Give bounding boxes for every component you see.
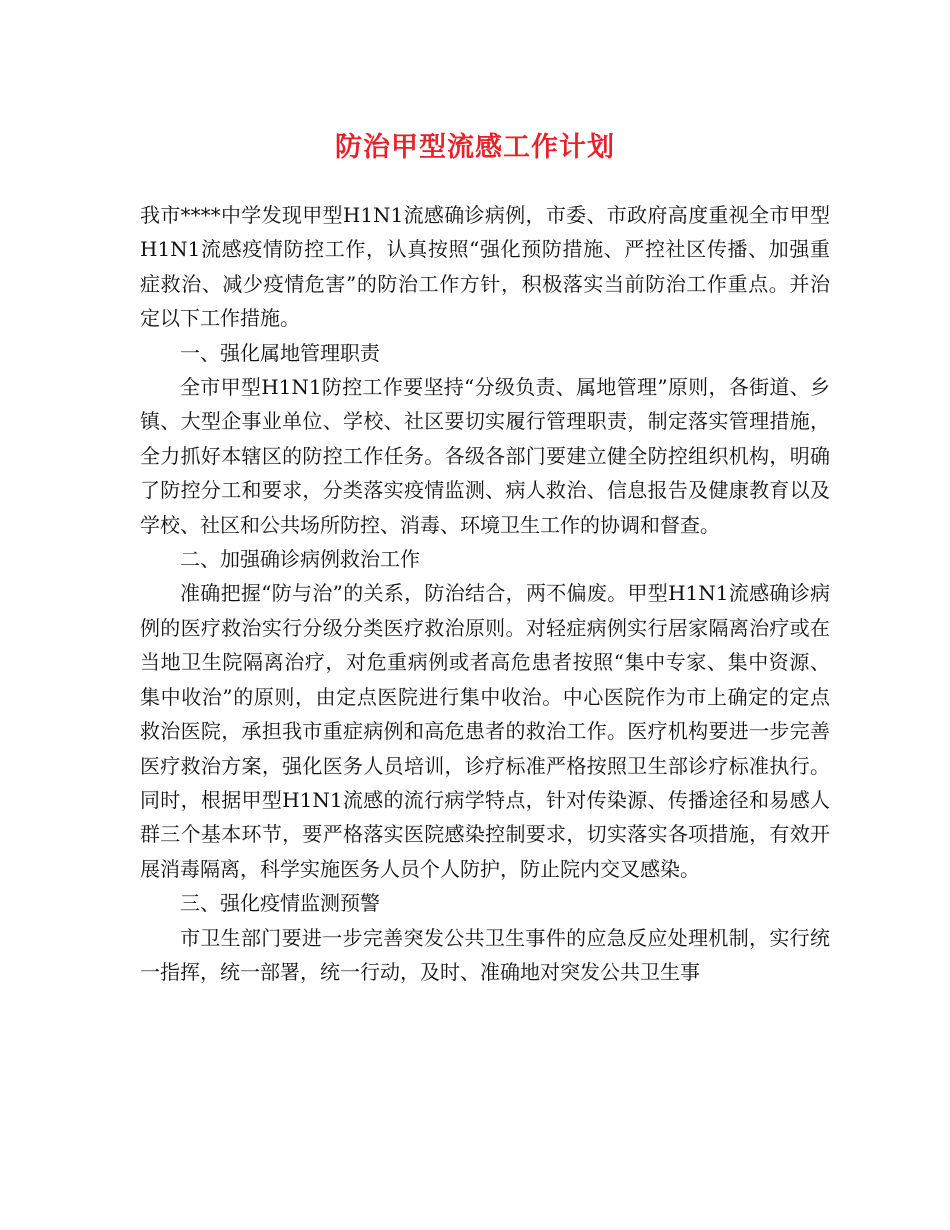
- section-paragraph-1: 全市甲型H1N1防控工作要坚持“分级负责、属地管理”原则，各街道、乡镇、大型企事业单位、学校、社区要切实履行管理职责，制定落实管理措施，全力抓好本辖区的防控工作任务。各级各部门要建立健全防控组织机构，明确了防控分工和要求，分类落实疫情监测、病人救治、信息报告及健康教育以及学校、社区和公共场所防控、消毒、环境卫生工作的协调和督查。: [140, 375, 830, 537]
- section-paragraph-2: 准确把握“防与治”的关系，防治结合，两不偏废。甲型H1N1流感确诊病例的医疗救治实行分级分类医疗救治原则。对轻症病例实行居家隔离治疗或在当地卫生院隔离治疗，对危重病例或者高危患者按照“集中专家、集中资源、集中收治”的原则，由定点医院进行集中收治。中心医院作为市上确定的定点救治医院，承担我市重症病例和高危患者的救治工作。医疗机构要进一步完善医疗救治方案，强化医务人员培训，诊疗标准严格按照卫生部诊疗标准执行。同时，根据甲型H1N1流感的流行病学特点，针对传染源、传播途径和易感人群三个基本环节，要严格落实医院感染控制要求，切实落实各项措施，有效开展消毒隔离，科学实施医务人员个人防护，防止院内交叉感染。: [140, 581, 830, 881]
- section-paragraph-3: 市卫生部门要进一步完善突发公共卫生事件的应急反应处理机制，实行统一指挥，统一部署，统一行动，及时、准确地对突发公共卫生事: [140, 925, 830, 984]
- document-body: [140, 198, 830, 989]
- document-title: 防治甲型流感工作计划: [335, 132, 615, 163]
- section-heading-2: 二、加强确诊病例救治工作: [180, 547, 420, 572]
- section-heading-1: 一、强化属地管理职责: [180, 340, 380, 365]
- section-heading-3: 三、强化疫情监测预警: [180, 891, 380, 916]
- intro-paragraph: 我市****中学发现甲型H1N1流感确诊病例，市委、市政府高度重视全市甲型H1N1流感疫情防控工作，认真按照“强化预防措施、严控社区传播、加强重症救治、减少疫情危害”的防治工作方针，积极落实当前防治工作重点。并治定以下工作措施。: [140, 203, 830, 331]
